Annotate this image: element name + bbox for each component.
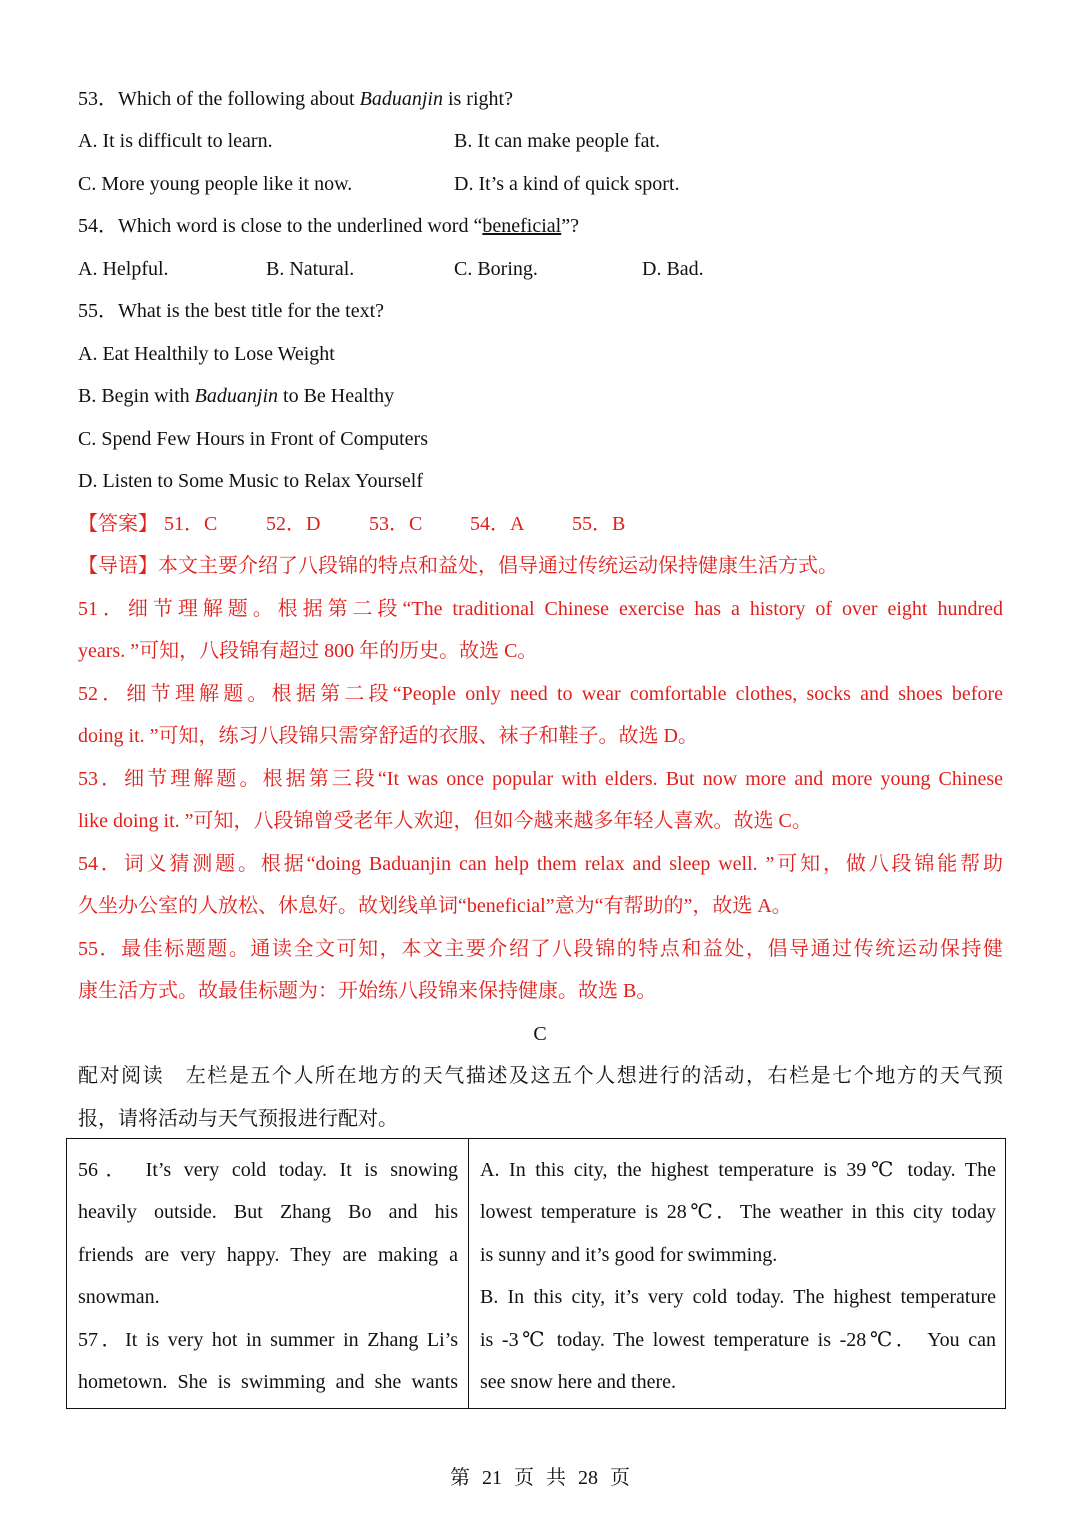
q54-stem-text-end: ”? bbox=[561, 215, 579, 237]
footer-page-word: 页 bbox=[514, 1467, 534, 1489]
explanation-55-line-2: 康生活方式。故最佳标题为：开始练八段锦来保持健康。故选 B。 bbox=[78, 980, 657, 1002]
q53-option-d: D. It’s a kind of quick sport. bbox=[454, 173, 680, 195]
q55-option-b bbox=[78, 383, 394, 409]
answer-53: 53．C bbox=[369, 513, 423, 535]
answer-label: 【答案】 bbox=[78, 513, 158, 535]
left-cell-line: heavily outside. But Zhang Bo and his bbox=[78, 1201, 458, 1223]
page-number: 21 bbox=[482, 1467, 502, 1489]
explanation-52-line-1: 52．细节理解题。根据第二段“People only need to wear comfortable clothes, socks and shoes before bbox=[78, 683, 1003, 705]
question-53-stem bbox=[78, 86, 513, 112]
matching-table bbox=[66, 1138, 1006, 1409]
q55-option-b-text: B. Begin with bbox=[78, 385, 195, 407]
explanation-54-line-1: 54．词义猜测题。根据“doing Baduanjin can help them relax and sleep well. ”可知，做八段锦能帮助 bbox=[78, 853, 1003, 875]
left-cell-line: 56． It’s very cold today. It is snowing bbox=[78, 1159, 458, 1181]
table-column-divider bbox=[468, 1139, 469, 1408]
left-cell-line: 57．It is very hot in summer in Zhang Li’s bbox=[78, 1329, 458, 1351]
left-cell-line: snowman. bbox=[78, 1286, 160, 1308]
total-pages: 28 bbox=[578, 1467, 598, 1489]
right-cell-line: B. In this city, it’s very cold today. The highest temperature bbox=[480, 1286, 996, 1308]
guide-text: 【导语】本文主要介绍了八段锦的特点和益处，倡导通过传统运动保持健康生活方式。 bbox=[78, 555, 838, 577]
right-cell-line: is sunny and it’s good for swimming. bbox=[480, 1244, 778, 1266]
right-cell-line: see snow here and there. bbox=[480, 1371, 677, 1393]
q54-option-b: B. Natural. bbox=[266, 258, 355, 280]
footer-total-word: 共 bbox=[546, 1467, 566, 1489]
page-footer bbox=[0, 1461, 1080, 1490]
q55-option-b-emphasis: Baduanjin bbox=[194, 385, 279, 407]
left-cell-line: friends are very happy. They are making a bbox=[78, 1244, 458, 1266]
answer-55: 55．B bbox=[572, 513, 626, 535]
answer-54: 54．A bbox=[470, 513, 525, 535]
q54-option-c: C. Boring. bbox=[454, 258, 538, 280]
q53-option-a: A. It is difficult to learn. bbox=[78, 130, 273, 152]
explanation-55-line-1: 55．最佳标题题。通读全文可知，本文主要介绍了八段锦的特点和益处，倡导通过传统运动保持健 bbox=[78, 938, 1003, 960]
answer-51: 51．C bbox=[164, 513, 218, 535]
q55-option-c: C. Spend Few Hours in Front of Computers bbox=[78, 428, 428, 450]
explanation-51-line-2: years. ”可知，八段锦有超过 800 年的历史。故选 C。 bbox=[78, 640, 538, 662]
right-cell-line: is -3℃ today. The lowest temperature is -28℃． You can bbox=[480, 1329, 996, 1351]
q55-option-a: A. Eat Healthily to Lose Weight bbox=[78, 343, 335, 365]
explanation-51-line-1: 51．细节理解题。根据第二段“The traditional Chinese exercise has a history of over eight hundred bbox=[78, 598, 1003, 620]
answer-52: 52．D bbox=[266, 513, 321, 535]
q54-underlined-word: beneficial bbox=[482, 215, 562, 237]
q53-option-c: C. More young people like it now. bbox=[78, 173, 353, 195]
explanation-54-line-2: 久坐办公室的人放松、休息好。故划线单词“beneficial”意为“有帮助的”，故选 A。 bbox=[78, 895, 792, 917]
question-55-stem: 55．What is the best title for the text? bbox=[78, 300, 385, 322]
q53-stem-emphasis: Baduanjin bbox=[359, 88, 443, 110]
section-c-intro-line-1: 配对阅读 左栏是五个人所在地方的天气描述及这五个人想进行的活动，右栏是七个地方的天气预 bbox=[78, 1065, 1003, 1087]
q55-option-b-text-end: to Be Healthy bbox=[278, 385, 395, 407]
explanation-52-line-2: doing it. ”可知，练习八段锦只需穿舒适的衣服、袜子和鞋子。故选 D。 bbox=[78, 725, 698, 747]
q55-option-d: D. Listen to Some Music to Relax Yourself bbox=[78, 470, 423, 492]
footer-prefix: 第 bbox=[450, 1467, 470, 1489]
q53-option-b: B. It can make people fat. bbox=[454, 130, 661, 152]
right-cell-line: A. In this city, the highest temperature is 39℃ today. The bbox=[480, 1159, 996, 1181]
right-cell-line: lowest temperature is 28℃．The weather in this city today bbox=[480, 1201, 996, 1223]
left-cell-line: hometown. She is swimming and she wants bbox=[78, 1371, 458, 1393]
q54-stem-text: 54．Which word is close to the underlined word “ bbox=[78, 215, 483, 237]
q54-option-d: D. Bad. bbox=[642, 258, 704, 280]
explanation-53-line-2: like doing it. ”可知，八段锦曾受老年人欢迎，但如今越来越多年轻人喜欢。故选 C。 bbox=[78, 810, 812, 832]
question-54-stem bbox=[78, 213, 579, 239]
section-c-heading: C bbox=[533, 1023, 547, 1045]
q53-stem-text-end: is right? bbox=[442, 88, 513, 110]
q53-stem-text: 53．Which of the following about bbox=[78, 88, 360, 110]
section-c-intro-line-2: 报，请将活动与天气预报进行配对。 bbox=[78, 1108, 398, 1130]
q54-option-a: A. Helpful. bbox=[78, 258, 169, 280]
footer-suffix: 页 bbox=[610, 1467, 630, 1489]
explanation-53-line-1: 53．细节理解题。根据第三段“It was once popular with elders. But now more and more young Chinese bbox=[78, 768, 1003, 790]
